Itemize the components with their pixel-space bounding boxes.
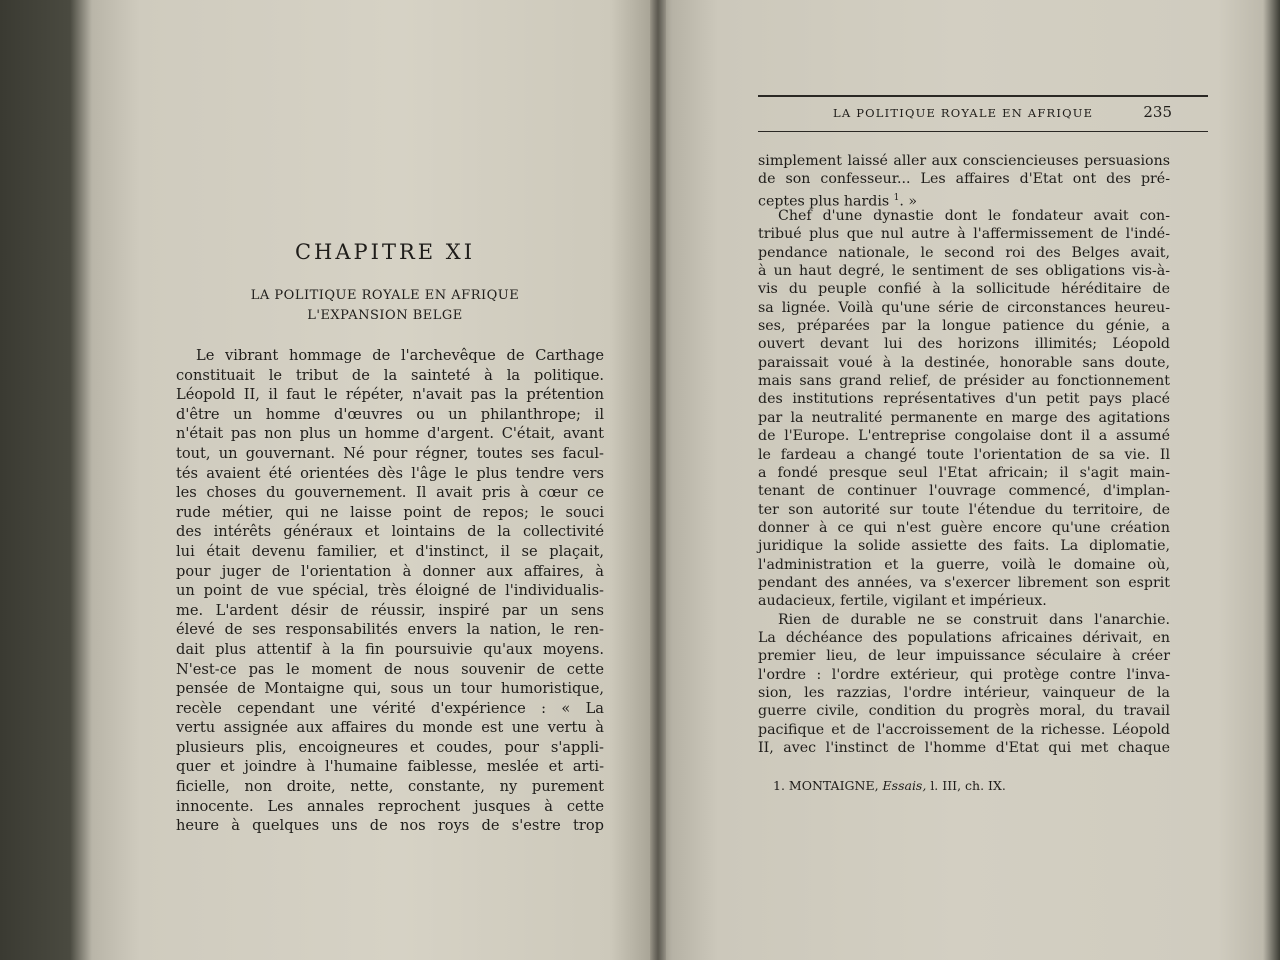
text-line: innocente. Les annales reprochent jusques à cette xyxy=(176,797,604,815)
footnote-work: Essais, xyxy=(882,778,927,793)
text-line: heure à quelques uns de nos roys de s'estre trop xyxy=(176,817,604,835)
text-line: paraissait voué à la destinée, honorable sans doute, xyxy=(758,354,1170,371)
text-line: ter son autorité sur toute l'étendue du territoire, de xyxy=(758,501,1170,518)
footnote-author: MONTAIGNE, xyxy=(788,778,879,793)
text-line: vis du peuple confié à la sollicitude héréditaire de xyxy=(758,281,1170,298)
text-line: plusieurs plis, encoigneures et coudes, pour s'appli- xyxy=(176,738,604,756)
text-line: pacifique et de l'accroissement de la richesse. Léopold xyxy=(758,721,1170,738)
page-number: 235 xyxy=(1143,103,1172,121)
text-line: sa lignée. Voilà qu'une série de circonstances heureu- xyxy=(758,299,1170,316)
text-line: sion, les razzias, l'ordre intérieur, vainqueur de la xyxy=(758,684,1170,701)
text-line: d'être un homme d'œuvres ou un philanthrope; il xyxy=(176,405,604,423)
text-line: ficielle, non droite, nette, constante, ny purement xyxy=(176,778,604,796)
footnote-reference-text: l. III, ch. IX. xyxy=(930,778,1006,793)
text-line: ses, préparées par la longue patience du génie, a xyxy=(758,318,1170,335)
text-line: guerre civile, condition du progrès moral, du travail xyxy=(758,703,1170,720)
text-line: un point de vue spécial, très éloigné de l'individualis- xyxy=(176,582,604,600)
footnote xyxy=(773,778,1006,793)
text-line: l'administration et la guerre, voilà le domaine où, xyxy=(758,556,1170,573)
chapter-title: CHAPITRE XI xyxy=(294,240,476,264)
text-line: Léopold II, il faut le répéter, n'avait pas la prétention xyxy=(176,386,604,404)
note-line-text: ceptes plus hardis xyxy=(758,193,890,210)
text-line: pendant des années, va s'exercer librement son esprit xyxy=(758,574,1170,591)
text-line: recèle cependant une vérité d'expérience : « La xyxy=(176,699,604,717)
text-line: simplement laissé aller aux consciencieuses persuasions xyxy=(758,153,1170,169)
text-line: quer et joindre à l'humaine faiblesse, meslée et arti- xyxy=(176,758,604,776)
text-line: juridique la solide assiette des faits. La diplomatie, xyxy=(758,538,1170,555)
text-line: l'ordre : l'ordre extérieur, qui protège contre l'inva- xyxy=(758,666,1170,683)
chapter-subtitle: LA POLITIQUE ROYALE EN AFRIQUE xyxy=(250,288,520,303)
text-line: n'était pas non plus un homme d'argent. C'était, avant xyxy=(176,425,604,443)
left-page-body-text xyxy=(176,346,604,836)
text-line: ouvert devant lui des horizons illimités; Léopold xyxy=(758,336,1170,353)
text-line: des intérêts généraux et lointains de la collectivité xyxy=(176,523,604,541)
text-line: pensée de Montaigne qui, sous un tour humoristique, xyxy=(176,680,604,698)
text-line: audacieux, fertile, vigilant et impérieux. xyxy=(758,593,1047,610)
text-line: tribué plus que nul autre à l'affermissement de l'indé- xyxy=(758,226,1170,243)
text-line: N'est-ce pas le moment de nous souvenir de cette xyxy=(176,660,604,678)
text-line: vertu assignée aux affaires du monde est une vertu à xyxy=(176,719,604,737)
note-line-end: . » xyxy=(899,193,918,210)
book-gutter xyxy=(650,0,666,960)
text-line: tenant de continuer l'ouvrage commencé, d'implan- xyxy=(758,483,1170,500)
text-line: Le vibrant hommage de l'archevêque de Carthage xyxy=(196,347,604,364)
text-line: premier lieu, de leur impuissance séculaire à créer xyxy=(758,648,1170,665)
text-line: lui était devenu familier, et d'instinct, il se plaçait, xyxy=(176,542,604,560)
text-line: les choses du gouvernement. Il avait pris à cœur ce xyxy=(176,484,604,502)
footnote-reference: 1 xyxy=(893,192,900,203)
text-line: élevé de ses responsabilités envers la nation, le ren- xyxy=(176,621,604,639)
text-line: par la neutralité permanente en marge des agitations xyxy=(758,409,1170,426)
text-line: tout, un gouvernant. Né pour régner, toutes ses facul- xyxy=(176,444,604,462)
text-line: de son confesseur... Les affaires d'Etat ont des pré- xyxy=(758,171,1170,188)
text-line: Chef d'une dynastie dont le fondateur avait con- xyxy=(778,208,1170,225)
chapter-subtitle-secondary: L'EXPANSION BELGE xyxy=(307,308,463,323)
right-page xyxy=(658,0,1280,960)
text-line: Rien de durable ne se construit dans l'anarchie. xyxy=(778,611,1170,628)
text-line: dait plus attentif à la fin poursuivie qu'aux moyens. xyxy=(176,640,604,658)
text-line: le fardeau a changé toute l'orientation de sa vie. Il xyxy=(758,446,1170,463)
text-line: des institutions représentatives d'un petit pays placé xyxy=(758,391,1170,408)
text-line: donner à ce qui n'est guère encore qu'une création xyxy=(758,519,1170,536)
text-line: à un haut degré, le sentiment de ses obligations vis-à- xyxy=(758,263,1170,280)
text-line: a fondé presque seul l'Etat africain; il s'agit main- xyxy=(758,464,1170,481)
text-line-with-note xyxy=(758,189,1170,210)
text-line: mais sans grand relief, de présider au fonctionnement xyxy=(758,373,1170,390)
right-page-body-text xyxy=(758,152,1170,757)
text-line: pendance nationale, le second roi des Belges avait, xyxy=(758,244,1170,261)
text-line: II, avec l'instinct de l'homme d'Etat qui met chaque xyxy=(758,740,1170,756)
text-line: La déchéance des populations africaines dérivait, en xyxy=(758,629,1170,646)
text-line: constituait le tribut de la sainteté à la politique. xyxy=(176,366,604,384)
text-line: pour juger de l'orientation à donner aux affaires, à xyxy=(176,562,604,580)
text-line: de l'Europe. L'entreprise congolaise dont il a assumé xyxy=(758,428,1170,445)
text-line: rude métier, qui ne laisse point de repos; le souci xyxy=(176,503,604,521)
running-header xyxy=(758,95,1208,132)
text-line: tés avaient été orientées dès l'âge le plus tendre vers xyxy=(176,464,604,482)
running-title: LA POLITIQUE ROYALE EN AFRIQUE xyxy=(833,106,1094,120)
text-line: me. L'ardent désir de réussir, inspiré par un sens xyxy=(176,601,604,619)
footnote-number: 1. xyxy=(773,778,785,793)
